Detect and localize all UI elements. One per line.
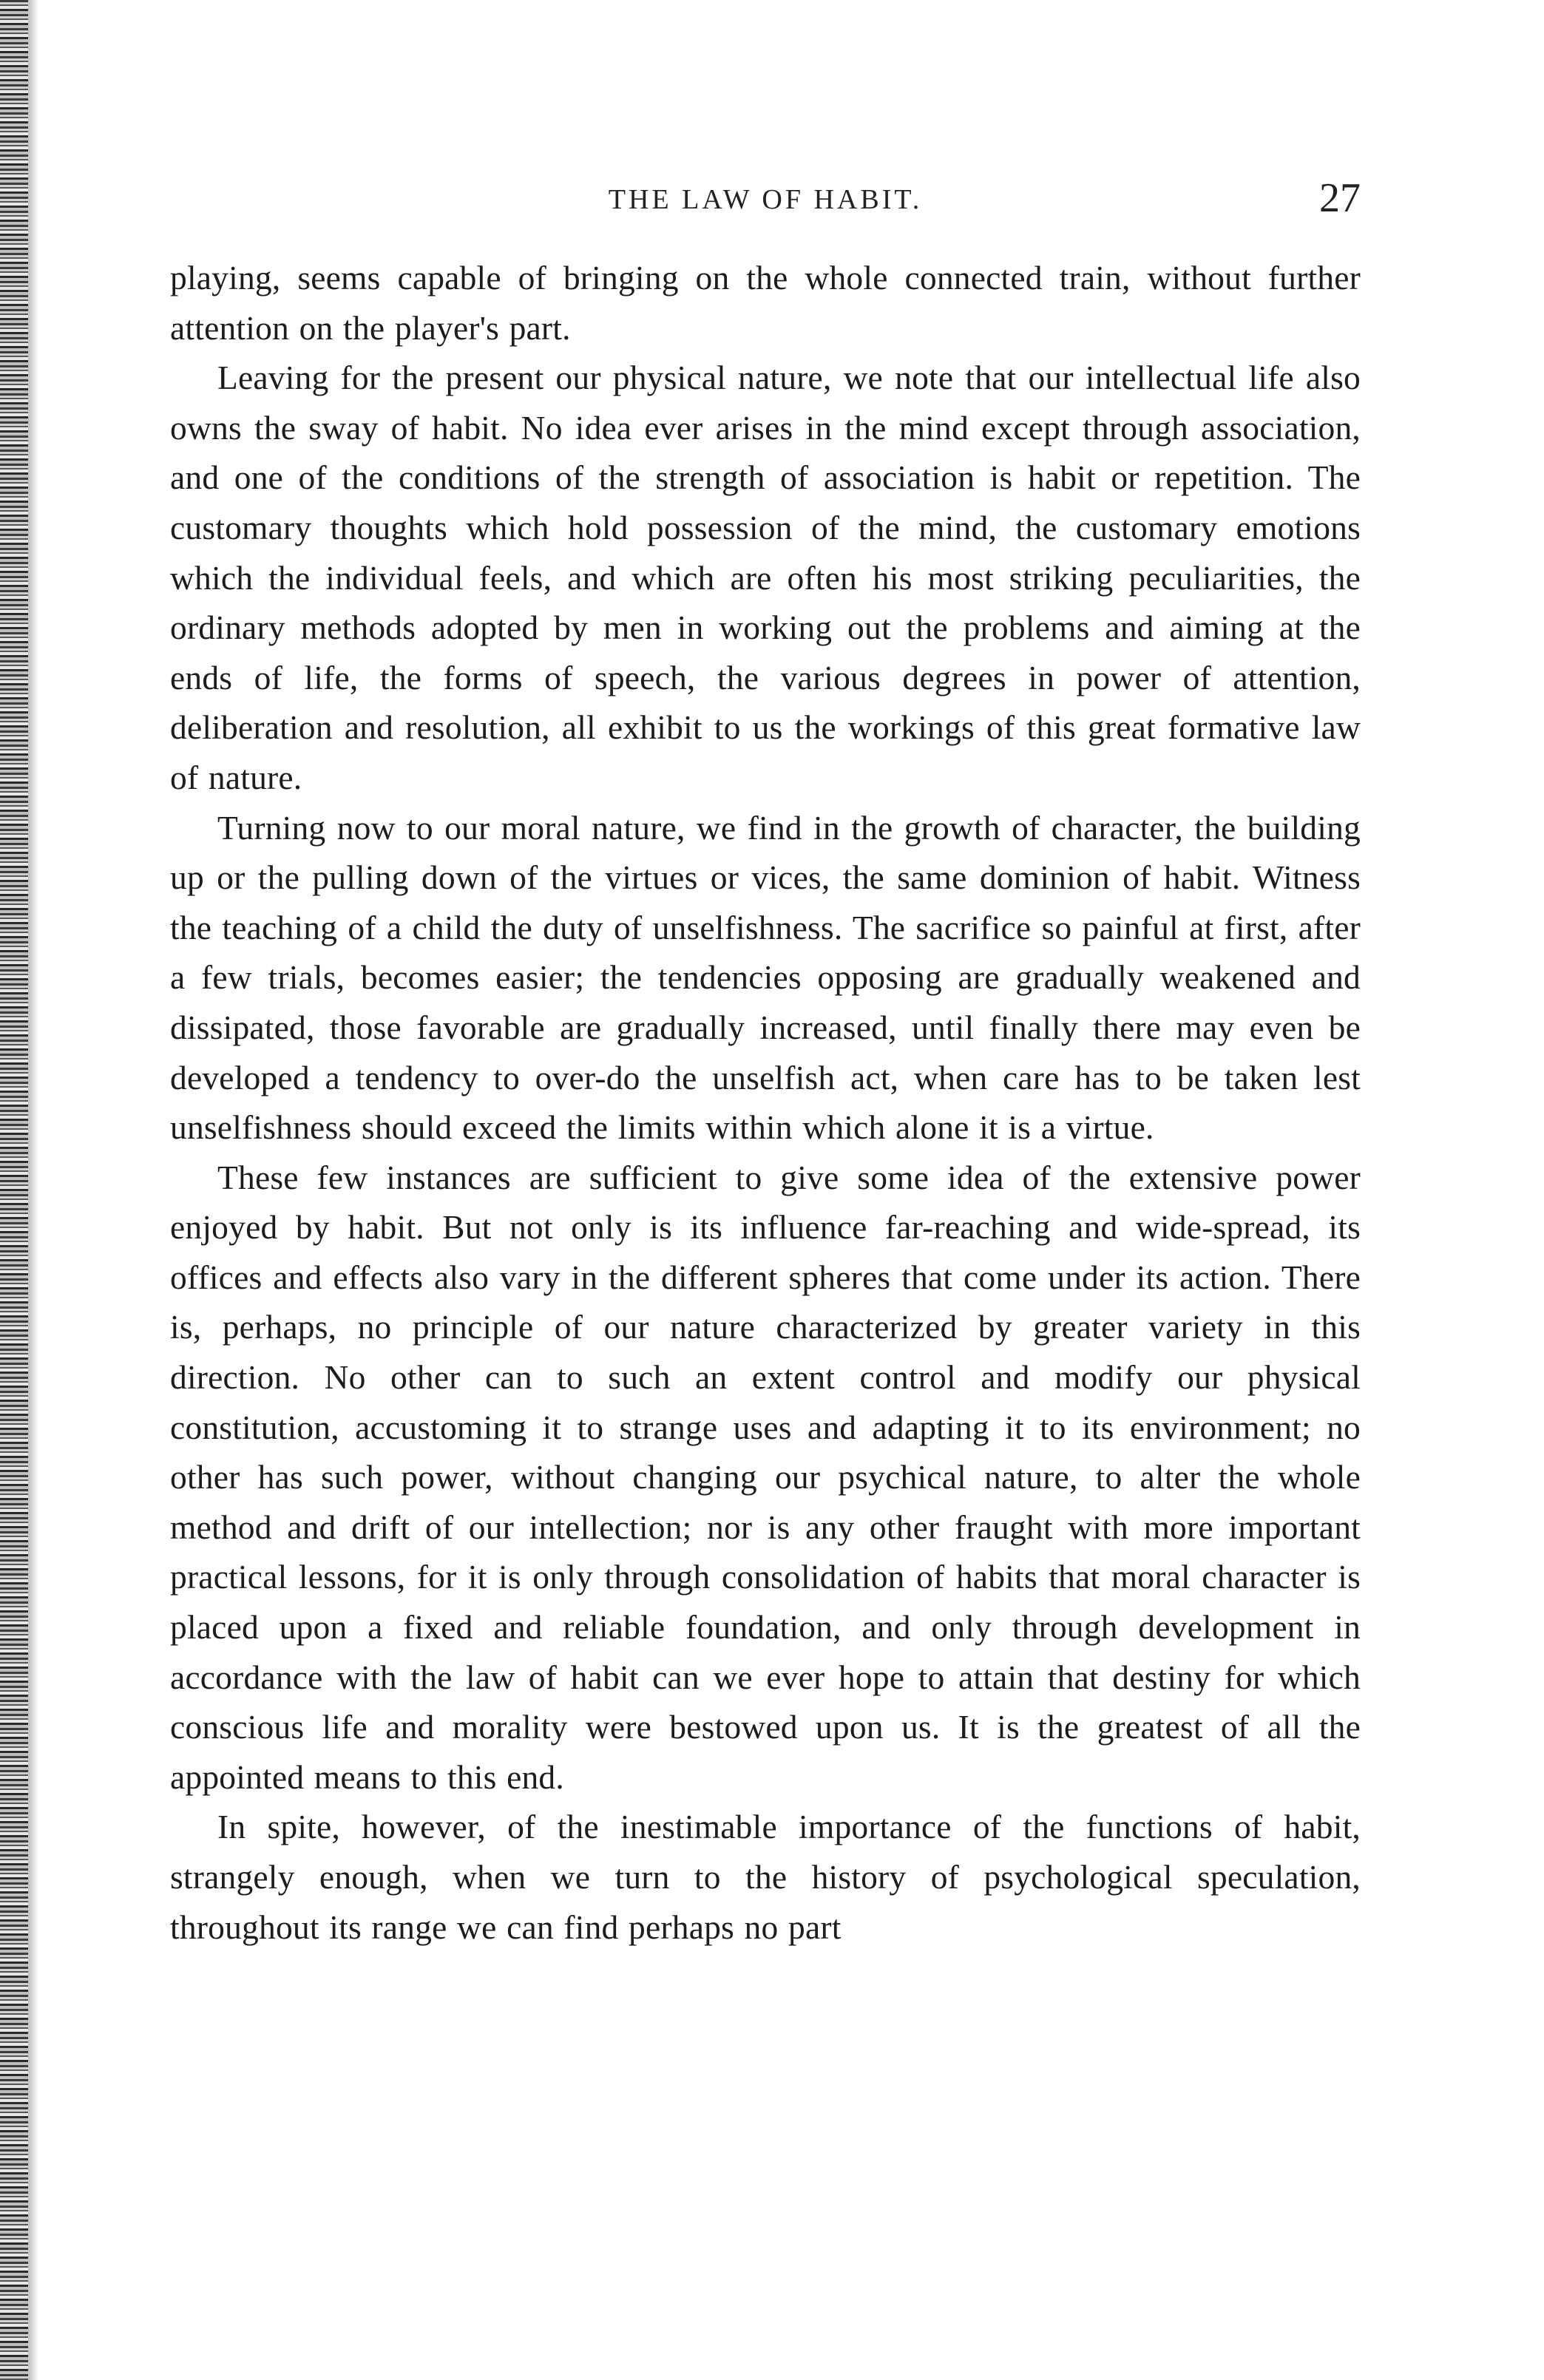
paragraph-2: Leaving for the present our physical nature, we note that our intellectual life also owns the sway of habit. No idea ever arises in the mind except through association, and one of the conditions of the strength of association is habit or repetition. The customary thoughts which hold possession of the mind, the customary emotions which the individual feels, and which are often his most striking peculiarities, the ordinary methods adopted by men in working out the problems and aiming at the ends of life, the forms of speech, the various degrees in power of attention, deliberation and resolution, all exhibit to us the workings of this great formative law of nature. <box>170 359 1361 796</box>
paragraph-1: playing, seems capable of bringing on the whole connected train, without further attention on the player's part. <box>170 259 1361 347</box>
page-header <box>170 174 1361 234</box>
binding-edge <box>0 0 28 2380</box>
binding-shadow <box>28 0 38 2380</box>
paragraph-5: In spite, however, of the inestimable importance of the functions of habit, strangely enough, when we turn to the history of psychological speculation, throughout its range we can find perhaps no part <box>170 1808 1361 1946</box>
running-head: THE LAW OF HABIT. <box>608 184 923 215</box>
page-number: 27 <box>1319 175 1361 221</box>
paragraph-3: Turning now to our moral nature, we find in the growth of character, the building up or the pulling down of the virtues or vices, the same dominion of habit. Witness the teaching of a child the duty of unselfishness. The sacrifice so painful at first, after a few trials, becomes easier; the tendencies opposing are gradually weakened and dissipated, those favorable are gradually increased, until finally there may even be developed a tendency to over-do the unselfish act, when care has to be taken lest unselfishness should exceed the limits within which alone it is a virtue. <box>170 808 1361 1147</box>
body-text <box>170 253 1361 1952</box>
paragraph-4: These few instances are sufficient to give some idea of the extensive power enjoyed by habit. But not only is its influence far-reaching and wide-spread, its offices and effects also vary in the different spheres that come under its action. There is, perhaps, no principle of our nature characterized by greater variety in this direction. No other can to such an extent control and modify our physical constitution, accustoming it to strange uses and adapting it to its environment; no other has such power, without changing our psychical nature, to alter the whole method and drift of our intellection; nor is any other fraught with more important practical lessons, for it is only through consolidation of habits that moral character is placed upon a fixed and reliable foundation, and only through development in accordance with the law of habit can we ever hope to attain that destiny for which conscious life and morality were bestowed upon us. It is the greatest of all the appointed means to this end. <box>170 1158 1361 1796</box>
